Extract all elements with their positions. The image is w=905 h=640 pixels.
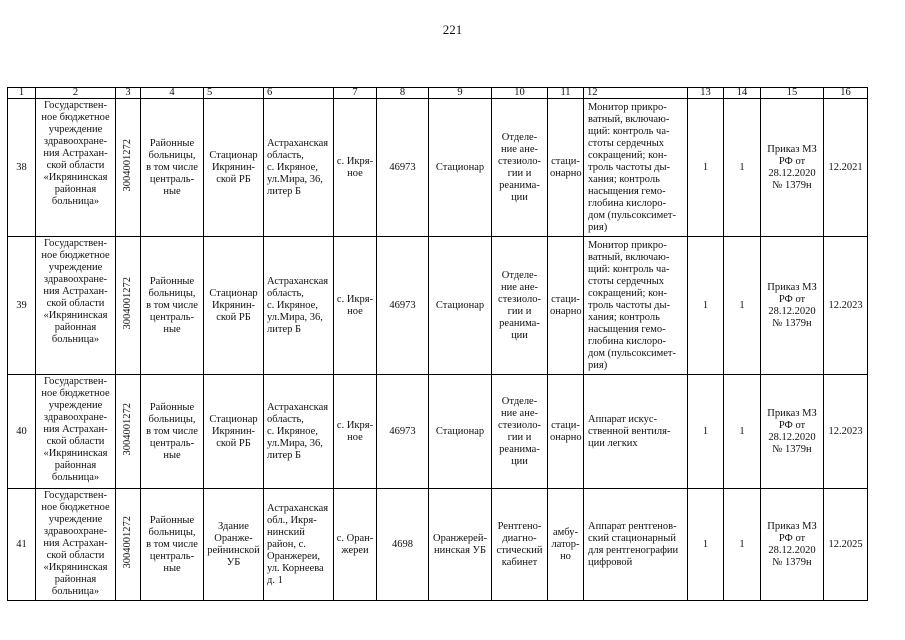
column-number-header: 2 [36,88,116,99]
table-row [8,489,868,601]
column-number-header: 5 [204,88,264,99]
unit-type-cell: Стационар [429,99,492,237]
order-reference-cell: Приказ МЗ РФ от 28.12.2020 № 1379н [761,99,824,237]
organization-name-cell: Государствен- ное бюджетное учреждение здравоохране- ния Астрахан- ской области «Икрянинская районная больница» [36,237,116,375]
equipment-cell: Аппарат рентгенов- ский стационарный для рентгенографии цифровой [584,489,688,601]
unit-type-cell: Стационар [429,375,492,489]
table-row [8,375,868,489]
quantity-cell: 1 [688,375,724,489]
settlement-cell: с. Икря- ное [334,237,377,375]
department-cell: Рентгено- диагно- стический кабинет [492,489,548,601]
address-cell: Астраханская обл., Икря- нинский район, с. Оранжереи, ул. Корнеева д. 1 [264,489,334,601]
facility-name-cell: Стационар Икрянин- ской РБ [204,237,264,375]
facility-name-cell: Стационар Икрянин- ской РБ [204,99,264,237]
column-number-header: 8 [377,88,429,99]
column-number-header: 12 [584,88,688,99]
row-number-cell: 40 [8,375,36,489]
table-row [8,237,868,375]
column-number-header: 15 [761,88,824,99]
quantity-second-cell: 1 [724,99,761,237]
settlement-code-cell: 46973 [377,237,429,375]
order-reference-cell: Приказ МЗ РФ от 28.12.2020 № 1379н [761,489,824,601]
date-cell: 12.2023 [824,375,868,489]
date-cell: 12.2023 [824,237,868,375]
facility-category-cell: Районные больницы, в том числе централь- ные [141,99,204,237]
organization-code-text: 3004001272 [122,277,133,330]
organization-code-text: 3004001272 [122,139,133,192]
date-cell: 12.2025 [824,489,868,601]
equipment-cell: Аппарат искус- ственной вентиля- ции легких [584,375,688,489]
department-cell: Отделе- ние ане- стезиоло- гии и реанима- ции [492,375,548,489]
organization-name-cell: Государствен- ное бюджетное учреждение здравоохране- ния Астрахан- ской области «Икрянинская районная больница» [36,375,116,489]
department-cell: Отделе- ние ане- стезиоло- гии и реанима- ции [492,237,548,375]
quantity-cell: 1 [688,237,724,375]
facility-name-cell: Здание Оранже- рейнинской УБ [204,489,264,601]
row-number-cell: 41 [8,489,36,601]
settlement-code-cell: 4698 [377,489,429,601]
organization-code-cell [116,489,141,601]
equipment-table [7,87,868,601]
order-reference-cell: Приказ МЗ РФ от 28.12.2020 № 1379н [761,375,824,489]
column-number-header: 10 [492,88,548,99]
equipment-cell: Монитор прикро- ватный, включаю- щий: контроль ча- стоты сердечных сокращений; кон- троль частоты ды- хания; контроль насыщения гемо- глобина кислоро- дом (пульсоксимет- рия) [584,237,688,375]
organization-code-cell [116,375,141,489]
quantity-cell: 1 [688,99,724,237]
facility-name-cell: Стационар Икрянин- ской РБ [204,375,264,489]
order-reference-cell: Приказ МЗ РФ от 28.12.2020 № 1379н [761,237,824,375]
header-row [8,88,868,99]
organization-code-text: 3004001272 [122,516,133,569]
column-number-header: 16 [824,88,868,99]
column-number-header: 7 [334,88,377,99]
column-number-header: 4 [141,88,204,99]
care-conditions-cell: стаци- онарно [548,375,584,489]
unit-type-cell: Стационар [429,237,492,375]
address-cell: Астраханская область, с. Икряное, ул.Мира, 36, литер Б [264,99,334,237]
care-conditions-cell: стаци- онарно [548,99,584,237]
quantity-cell: 1 [688,489,724,601]
settlement-cell: с. Икря- ное [334,375,377,489]
address-cell: Астраханская область, с. Икряное, ул.Мира, 36, литер Б [264,375,334,489]
column-number-header: 13 [688,88,724,99]
unit-type-cell: Оранжерей- нинская УБ [429,489,492,601]
settlement-code-cell: 46973 [377,375,429,489]
quantity-second-cell: 1 [724,237,761,375]
organization-name-cell: Государствен- ное бюджетное учреждение здравоохране- ния Астрахан- ской области «Икрянинская районная больница» [36,489,116,601]
care-conditions-cell: стаци- онарно [548,237,584,375]
date-cell: 12.2021 [824,99,868,237]
column-number-header: 14 [724,88,761,99]
facility-category-cell: Районные больницы, в том числе централь- ные [141,489,204,601]
column-number-header: 9 [429,88,492,99]
row-number-cell: 39 [8,237,36,375]
settlement-code-cell: 46973 [377,99,429,237]
column-number-header: 6 [264,88,334,99]
column-number-header: 1 [8,88,36,99]
row-number-cell: 38 [8,99,36,237]
facility-category-cell: Районные больницы, в том числе централь- ные [141,237,204,375]
address-cell: Астраханская область, с. Икряное, ул.Мира, 36, литер Б [264,237,334,375]
quantity-second-cell: 1 [724,375,761,489]
column-number-header: 11 [548,88,584,99]
settlement-cell: с. Икря- ное [334,99,377,237]
care-conditions-cell: амбу- латор- но [548,489,584,601]
organization-code-text: 3004001272 [122,403,133,456]
page-number: 221 [442,22,463,37]
settlement-cell: с. Оран- жереи [334,489,377,601]
organization-name-cell: Государствен- ное бюджетное учреждение здравоохране- ния Астрахан- ской области «Икрянинская районная больница» [36,99,116,237]
equipment-cell: Монитор прикро- ватный, включаю- щий: контроль ча- стоты сердечных сокращений; кон- троль частоты ды- хания; контроль насыщения гемо- глобина кислоро- дом (пульсоксимет- рия) [584,99,688,237]
facility-category-cell: Районные больницы, в том числе централь- ные [141,375,204,489]
department-cell: Отделе- ние ане- стезиоло- гии и реанима- ции [492,99,548,237]
organization-code-cell [116,237,141,375]
organization-code-cell [116,99,141,237]
table-row [8,99,868,237]
column-number-header: 3 [116,88,141,99]
quantity-second-cell: 1 [724,489,761,601]
